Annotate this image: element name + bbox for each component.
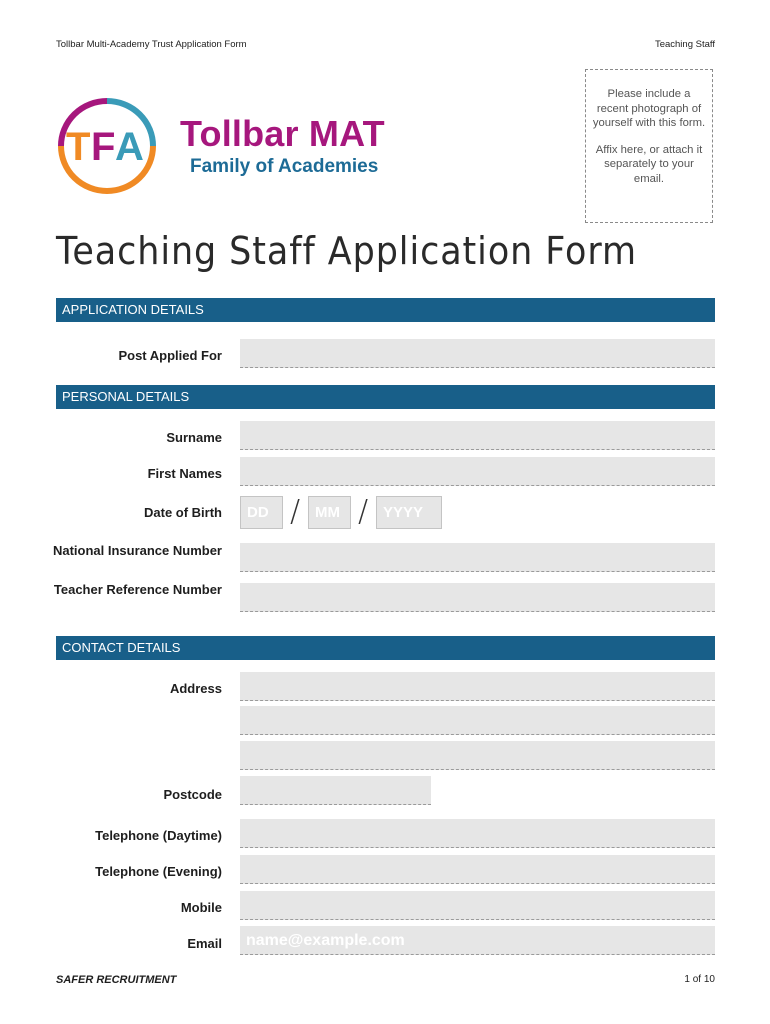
- dob-day-input[interactable]: DD: [240, 496, 283, 529]
- photo-instructions: Please include a recent photograph of yourself with this form.: [592, 88, 706, 129]
- post-applied-label: Post Applied For: [118, 348, 222, 363]
- teacher-ref-input[interactable]: [240, 583, 715, 612]
- address-line-1-input[interactable]: [240, 672, 715, 701]
- dob-year-input[interactable]: YYYY: [376, 496, 442, 529]
- address-label: Address: [169, 681, 222, 696]
- photo-upload-box[interactable]: [585, 69, 713, 223]
- page-number: 1 of 10: [684, 974, 715, 985]
- ni-number-input[interactable]: [240, 543, 715, 572]
- email-input[interactable]: name@example.com: [240, 926, 715, 955]
- postcode-input[interactable]: [240, 776, 431, 805]
- header-staff-type: Teaching Staff: [654, 39, 715, 50]
- section-application-details: APPLICATION DETAILS: [56, 298, 715, 322]
- first-names-input[interactable]: [240, 457, 715, 486]
- photo-affix-note: Affix here, or attach it separately to your email.: [595, 143, 703, 185]
- logo-letter-t: T: [66, 125, 91, 169]
- teacher-ref-label: Teacher Reference Number: [53, 582, 222, 597]
- header-form-name: Tollbar Multi-Academy Trust Application Form: [56, 39, 247, 50]
- address-line-2-input[interactable]: [240, 706, 715, 735]
- footer-safer-recruitment: SAFER RECRUITMENT: [56, 974, 177, 986]
- section-personal-details: PERSONAL DETAILS: [56, 385, 715, 409]
- section-contact-details: CONTACT DETAILS: [56, 636, 715, 660]
- post-applied-input[interactable]: [240, 339, 715, 368]
- address-line-3-input[interactable]: [240, 741, 715, 770]
- dob-label: Date of Birth: [144, 505, 222, 520]
- ni-number-label: National Insurance Number: [52, 543, 222, 558]
- email-label: Email: [187, 936, 222, 951]
- logo-letter-f: F: [91, 125, 116, 169]
- tel-evening-input[interactable]: [240, 855, 715, 884]
- postcode-label: Postcode: [163, 787, 222, 802]
- tel-daytime-label: Telephone (Daytime): [95, 828, 222, 843]
- surname-label: Surname: [166, 430, 222, 445]
- brand-subtitle: Family of Academies: [190, 156, 379, 177]
- surname-input[interactable]: [240, 421, 715, 450]
- dob-separator-1: /: [290, 494, 301, 529]
- tfa-logo: [55, 97, 159, 195]
- first-names-label: First Names: [147, 466, 222, 481]
- dob-month-input[interactable]: MM: [308, 496, 351, 529]
- brand-name: Tollbar MAT: [180, 113, 385, 154]
- mobile-label: Mobile: [180, 900, 222, 915]
- dob-separator-2: /: [358, 494, 369, 529]
- tel-daytime-input[interactable]: [240, 819, 715, 848]
- page-title: Teaching Staff Application Form: [56, 229, 637, 273]
- tel-evening-label: Telephone (Evening): [95, 864, 222, 879]
- mobile-input[interactable]: [240, 891, 715, 920]
- logo-letter-a: A: [115, 125, 144, 169]
